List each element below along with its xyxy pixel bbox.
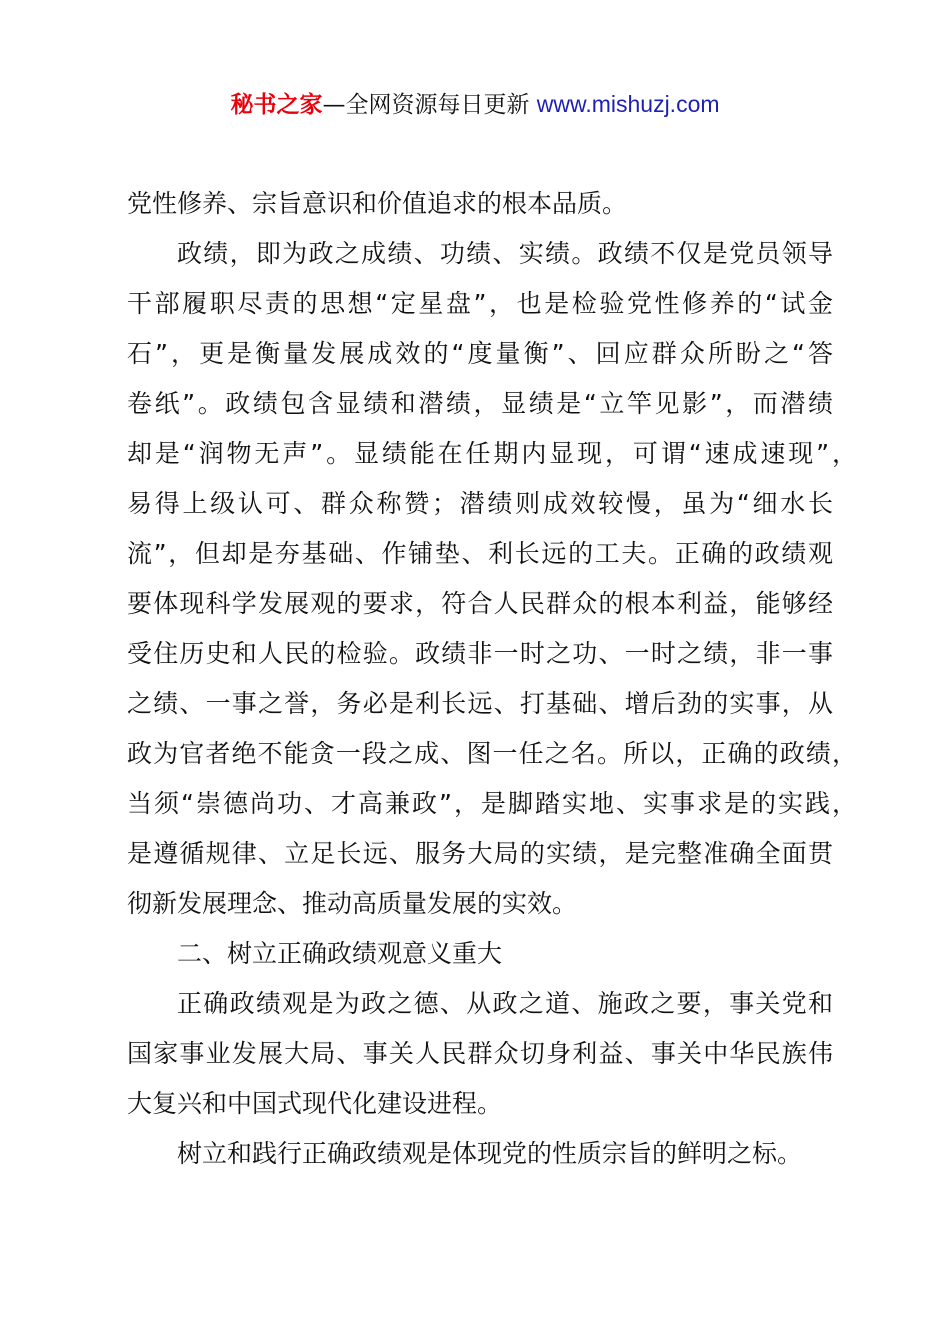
text-line: 政为官者绝不能贪一段之成、图一任之名。所以，正确的政绩， [127,739,857,768]
text-line: 国家事业发展大局、事关人民群众切身利益、事关中华民族伟 [127,1039,833,1068]
site-url-link[interactable]: www.mishuzj.com [536,91,720,117]
text-line: 大复兴和中国式现代化建设进程。 [127,1089,503,1118]
section-heading: 二、树立正确政绩观意义重大 [177,939,503,968]
text-line: 流”，但却是夯基础、作铺垫、利长远的工夫。正确的政绩观 [127,539,833,568]
site-brand: 秘书之家 [230,92,323,118]
text-line: 要体现科学发展观的要求，符合人民群众的根本利益，能够经 [127,589,833,618]
text-line: 之绩、一事之誉，务必是利长远、打基础、增后劲的实事，从 [127,689,833,718]
text-line: 受住历史和人民的检验。政绩非一时之功、一时之绩，非一事 [127,639,833,668]
text-line: 卷纸”。政绩包含显绩和潜绩，显绩是“立竿见影”，而潜绩 [127,389,833,418]
text-line: 石”，更是衡量发展成效的“度量衡”、回应群众所盼之“答 [127,339,833,368]
document-body [127,179,857,1179]
text-line: 政绩，即为政之成绩、功绩、实绩。政绩不仅是党员领导 [177,239,833,268]
text-line: 彻新发展理念、推动高质量发展的实效。 [127,889,578,918]
text-line: 树立和践行正确政绩观是体现党的性质宗旨的鲜明之标。 [177,1139,803,1168]
text-line: 当须“崇德尚功、才高兼政”，是脚踏实地、实事求是的实践， [127,789,857,818]
text-line: 却是“润物无声”。显绩能在任期内显现，可谓“速成速现”， [127,439,857,468]
text-line: 干部履职尽责的思想“定星盘”，也是检验党性修养的“试金 [127,289,833,318]
text-line: 易得上级认可、群众称赞；潜绩则成效较慢，虽为“细水长 [127,489,833,518]
site-tagline: —全网资源每日更新 [322,92,530,118]
text-line: 是遵循规律、立足长远、服务大局的实绩，是完整准确全面贯 [127,839,833,868]
text-line: 正确政绩观是为政之德、从政之道、施政之要，事关党和 [177,989,833,1018]
page-header [0,86,950,123]
text-line: 党性修养、宗旨意识和价值追求的根本品质。 [127,189,628,218]
